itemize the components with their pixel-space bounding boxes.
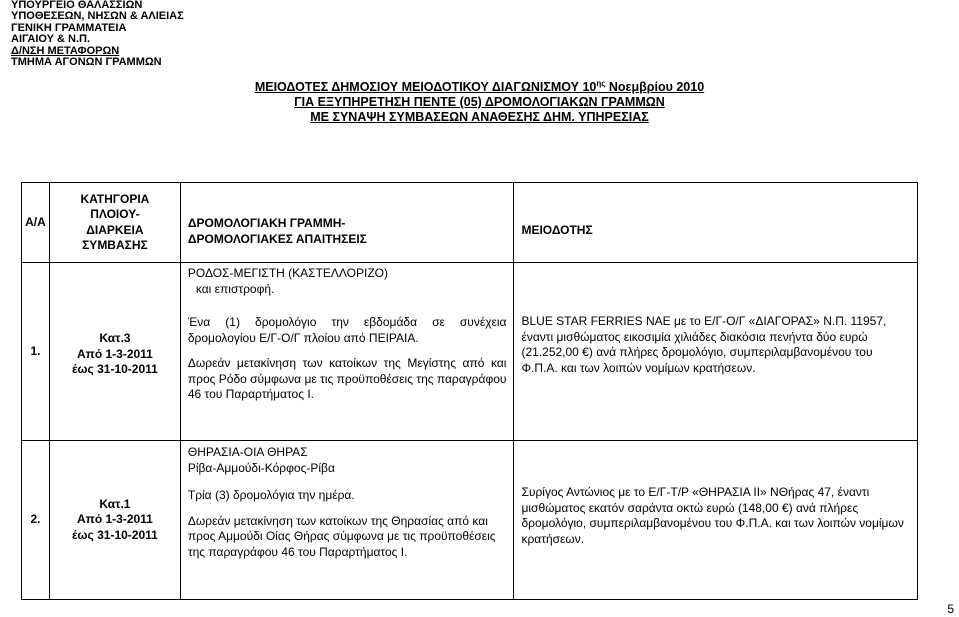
table-header-row: [22, 183, 918, 263]
row-bidder: BLUE STAR FERRIES ΝΑΕ με το Ε/Γ-Ο/Γ «ΔΙΑΓΟΡΑΣ» Ν.Π. 11957, έναντι μισθώματος εικοσιμία χιλιάδες διακόσια πενήντα δύο ευρώ (21.252,00 €) ανά πλήρες δρομολόγιο, συμπεριλαμβανομένου του Φ.Π.Α. και των λοιπών νομίμων κρατήσεων.: [514, 263, 918, 441]
ministry-header: [11, 0, 184, 68]
page-number: 5: [947, 602, 954, 616]
route-title: ΡΟΔΟΣ-ΜΕΓΙΣΤΗ (ΚΑΣΤΕΛΛΟΡΙΖΟ): [187, 266, 389, 280]
header-line: ΑΙΓΑΙΟΥ & Ν.Π.: [11, 33, 91, 46]
row-number: 1.: [22, 263, 50, 441]
row-category: Κατ.1 Από 1-3-2011 έως 31-10-2011: [49, 441, 180, 600]
route-requirement: Ένα (1) δρομολόγιο την εβδομάδα σε συνέχεια δρομολογίου Ε/Γ-Ο/Γ πλοίου από ΠΕΙΡΑΙΑ.: [187, 315, 507, 345]
route-subtitle: και επιστροφή.: [195, 281, 275, 296]
header-bidder: ΜΕΙΟΔΟΤΗΣ: [514, 183, 918, 263]
document-title: [0, 80, 959, 125]
title-superscript: ης: [596, 79, 606, 88]
header-line: ΥΠΟΥΡΓΕΙΟ ΘΑΛΑΣΣΙΩΝ: [11, 0, 143, 11]
row-route: [180, 263, 514, 441]
header-line: ΥΠΟΘΕΣΕΩΝ, ΝΗΣΩΝ & ΑΛΙΕΙΑΣ: [11, 10, 184, 23]
route-requirement: Τρία (3) δρομολόγια την ημέρα.: [187, 488, 355, 502]
row-category: Κατ.3 Από 1-3-2011 έως 31-10-2011: [49, 263, 180, 441]
route-title: ΘΗΡΑΣΙΑ-ΟΙΑ ΘΗΡΑΣ: [187, 445, 308, 459]
header-line: Δ/ΝΣΗ ΜΕΤΑΦΟΡΩΝ: [11, 44, 120, 57]
header-route: ΔΡΟΜΟΛΟΓΙΑΚΗ ΓΡΑΜΜΗ- ΔΡΟΜΟΛΟΓΙΑΚΕΣ ΑΠΑΙΤΗΣΕΙΣ: [180, 183, 514, 263]
title-line-2: ΓΙΑ ΕΞΥΠΗΡΕΤΗΣΗ ΠΕΝΤΕ (05) ΔΡΟΜΟΛΟΓΙΑΚΩΝ ΓΡΑΜΜΩΝ: [294, 95, 665, 109]
route-subtitle: Ρίβα-Αμμούδι-Κόρφος-Ρίβα: [187, 460, 335, 475]
row-route: [180, 441, 514, 600]
route-requirement: Δωρεάν μετακίνηση των κατοίκων της Μεγίστης από και προς Ρόδο σύμφωνα με τις προϋποθέσεις της παραγράφου 46 του Παραρτήματος Ι.: [187, 356, 507, 401]
route-requirement: Δωρεάν μετακίνηση των κατοίκων της Θηρασίας από και προς Αμμούδι Οίας Θήρας σύμφωνα με τις προϋποθέσεις της παραγράφου 46 του Παραρτήματος Ι.: [187, 513, 496, 559]
row-number: 2.: [22, 441, 50, 600]
title-line-1: ΜΕΙΟΔΟΤΕΣ ΔΗΜΟΣΙΟΥ ΜΕΙΟΔΟΤΙΚΟΥ ΔΙΑΓΩΝΙΣΜΟΥ 10: [254, 80, 597, 94]
header-line: ΤΜΗΜΑ ΑΓΟΝΩΝ ΓΡΑΜΜΩΝ: [11, 56, 162, 69]
table-row: [22, 263, 918, 441]
title-line-1-end: Νοεμβρίου 2010: [605, 80, 705, 94]
header-category: ΚΑΤΗΓΟΡΙΑ ΠΛΟΙΟΥ- ΔΙΑΡΚΕΙΑ ΣΥΜΒΑΣΗΣ: [49, 183, 180, 263]
header-line: ΓΕΝΙΚΗ ΓΡΑΜΜΑΤΕΙΑ: [11, 21, 127, 34]
title-line-3: ΜΕ ΣΥΝΑΨΗ ΣΥΜΒΑΣΕΩΝ ΑΝΑΘΕΣΗΣ ΔΗΜ. ΥΠΗΡΕΣΙΑΣ: [310, 110, 649, 124]
table-row: [22, 441, 918, 600]
header-aa: Α/Α: [22, 183, 50, 263]
row-bidder: Συρίγος Αντώνιος με το Ε/Γ-Τ/Ρ «ΘΗΡΑΣΙΑ ΙΙ» ΝΘήρας 47, έναντι μισθώματος εκατόν σαράντα οκτώ ευρώ (148,00 €) ανά πλήρες δρομολόγιο, συμπεριλαμβανομένου του Φ.Π.Α. και των λοιπών νομίμων κρατήσεων.: [514, 441, 918, 600]
bidders-table: [21, 182, 918, 600]
